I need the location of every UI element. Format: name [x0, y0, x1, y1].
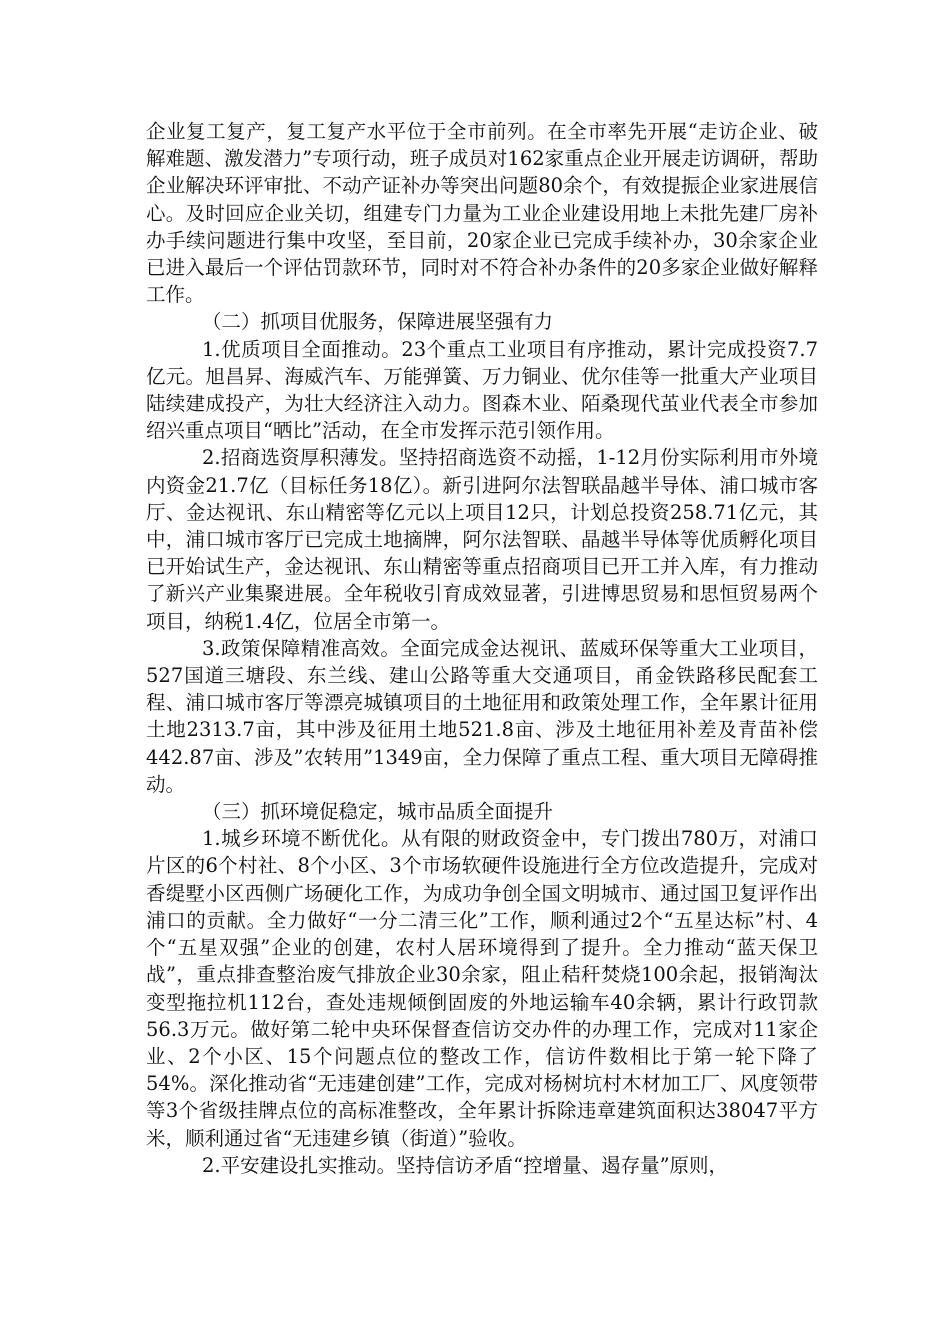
paragraph-policy-guarantee: 3.政策保障精准高效。全面完成金达视讯、蓝威环保等重大工业项目，527国道三塘段、东兰线、建山公路等重大交通项目，甬金铁路移民配套工程、浦口城市客厅等漂亮城镇项目的土地征用和政策处理工作，全年累计征用土地2313.7亩，其中涉及征用土地521.8亩、涉及土地征用补差及青苗补偿442.87亩、涉及”农转用”1349亩，全力保障了重点工程、重大项目无障碍推动。 [146, 636, 818, 796]
paragraph-safety-construction: 2.平安建设扎实推动。坚持信访矛盾“控增量、遏存量”原则， [202, 1153, 729, 1177]
paragraph-continuation: 企业复工复产，复工复产水平位于全市前列。在全市率先开展“走访企业、破解难题、激发潜力”专项行动，班子成员对162家重点企业开展走访调研，帮助企业解决环评审批、不动产证补办等突出问题80余个，有效提振企业家进展信心。及时回应企业关切，组建专门力量为工业企业建设用地上未批先建厂房补办手续问题进行集中攻坚，至目前，20家企业已完成手续补办，30余家企业已进入最后一个评估罚款环节，同时对不符合补办条件的20多家企业做好解释工作。 [146, 120, 818, 307]
document-page [146, 118, 818, 1179]
section-heading-2: （二）抓项目优服务，保障进展坚强有力 [202, 310, 554, 334]
paragraph-quality-projects: 1.优质项目全面推动。23个重点工业项目有序推动，累计完成投资7.7亿元。旭昌昇、海威汽车、万能弹簧、万力铜业、优尔佳等一批重大产业项目陆续建成投产，为壮大经济注入动力。图森木业、陌桑现代茧业代表全市参加绍兴重点项目“晒比”活动，在全市发挥示范引领作用。 [146, 337, 818, 443]
section-heading-3: （三）抓环境促稳定，城市品质全面提升 [202, 800, 554, 824]
paragraph-investment-attraction: 2.招商选资厚积薄发。坚持招商选资不动摇，1-12月份实际利用市外境内资金21.7亿（目标任务18亿）。新引进阿尔法智联晶越半导体、浦口城市客厅、金达视讯、东山精密等亿元以上项目12只，计划总投资258.71亿元，其中，浦口城市客厅已完成土地摘牌，阿尔法智联、晶越半导体等优质孵化项目已开始试生产，金达视讯、东山精密等重点招商项目已开工并入库，有力推动了新兴产业集聚进展。全年税收引育成效显著，引进博思贸易和思恒贸易两个项目，纳税1.4亿，位居全市第一。 [146, 446, 818, 633]
paragraph-urban-rural-environment: 1.城乡环境不断优化。从有限的财政资金中，专门拨出780万，对浦口片区的6个村社、8个小区、3个市场软硬件设施进行全方位改造提升，完成对香缇墅小区西侧广场硬化工作，为成功争创全国文明城市、通过国卫复评作出浦口的贡献。全力做好“一分二清三化”工作，顺利通过2个“五星达标”村、4个“五星双强”企业的创建，农村人居环境得到了提升。全力推动“蓝天保卫战”，重点排查整治废气排放企业30余家，阻止秸秆焚烧100余起，报销淘汰变型拖拉机112台，查处违规倾倒固废的外地运输车40余辆，累计行政罚款56.3万元。做好第二轮中央环保督查信访交办件的办理工作，完成对11家企业、2个小区、15个问题点位的整改工作，信访件数相比于第一轮下降了54%。深化推动省“无违建创建”工作，完成对杨树坑村木材加工厂、风度领带等3个省级挂牌点位的高标准整改，全年累计拆除违章建筑面积达38047平方米，顺利通过省“无违建乡镇（街道）”验收。 [146, 827, 818, 1150]
